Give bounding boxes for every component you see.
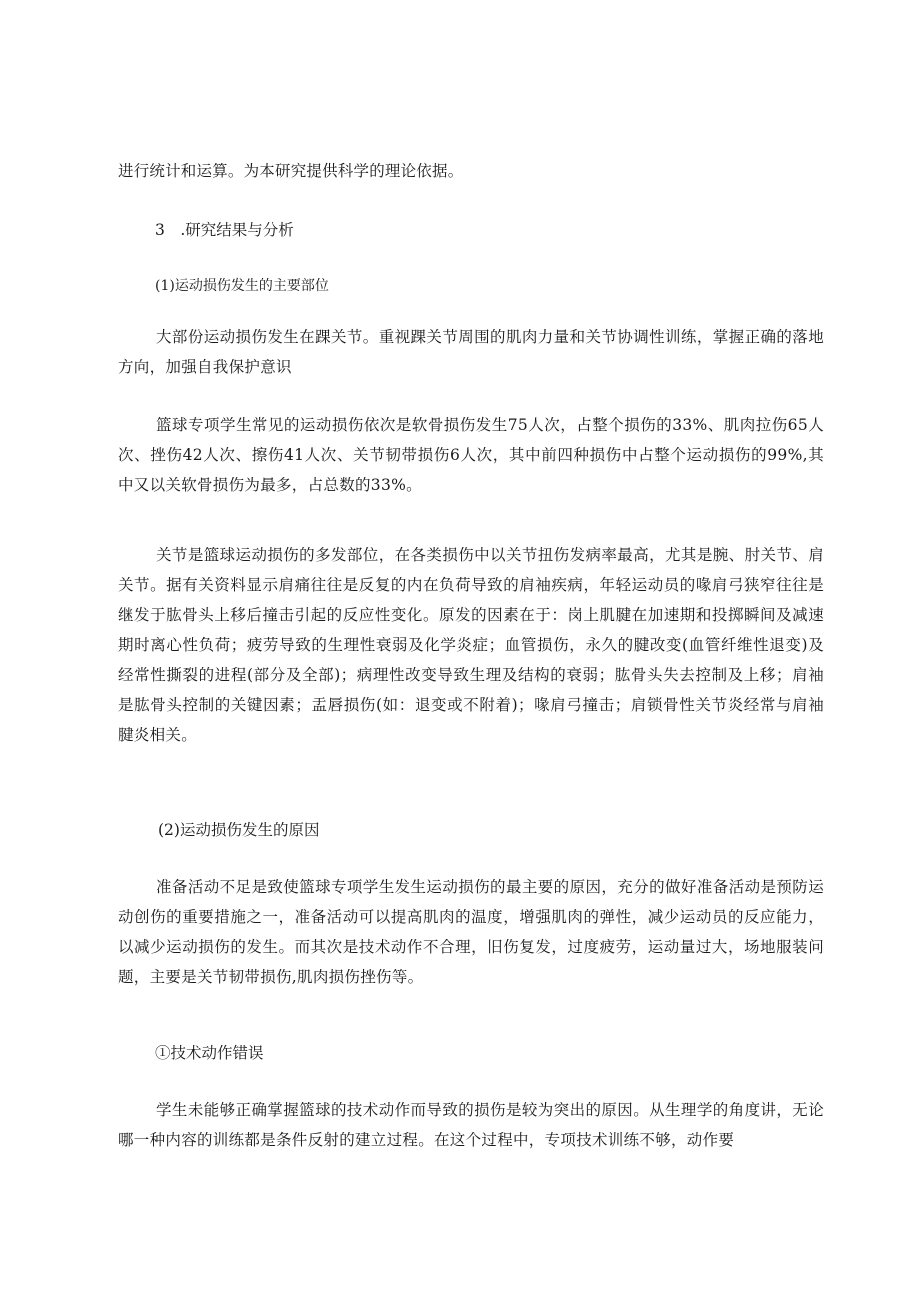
subsection-2-heading: (2)运动损伤发生的原因 [158,821,320,839]
paragraph-injury-causes: 准备活动不足是致使篮球专项学生发生运动损伤的最主要的原因，充分的做好准备活动是预防运动创伤的重要措施之一，准备活动可以提高肌肉的温度，增强肌肉的弹性，减少运动员的反应能力，以减少运动损伤的发生。而其次是技术动作不合理，旧伤复发，过度疲劳，运动量过大，场地服装问题，主要是关节韧带损伤,肌肉损伤挫伤等。 [118,878,824,986]
subsection-1-heading: (1)运动损伤发生的主要部位 [155,278,329,294]
opening-line: 进行统计和运算。为本研究提供科学的理论依据。 [118,162,464,180]
paragraph-joint-injury: 关节是篮球运动损伤的多发部位，在各类损伤中以关节扭伤发病率最高，尤其是腕、肘关节、肩关节。据有关资料显示肩痛往往是反复的内在负荷导致的肩袖疾病，年轻运动员的喙肩弓狭窄往往是继发于肱骨头上移后撞击引起的反应性变化。原发的因素在于：岗上肌腱在加速期和投掷瞬间及减速期时离心性负荷；疲劳导致的生理性衰弱及化学炎症；血管损伤，永久的腱改变(血管纤维性退变)及经常性撕裂的进程(部分及全部)；病理性改变导致生理及结构的衰弱；肱骨头失去控制及上移；肩袖是肱骨头控制的关键因素；盂唇损伤(如：退变或不附着)；喙肩弓撞击；肩锁骨性关节炎经常与肩袖腱炎相关。 [118,546,824,744]
section-3-heading: 3 .研究结果与分析 [155,221,294,239]
subsection-3-heading: ①技术动作错误 [155,1044,264,1062]
paragraph-technique-errors: 学生未能够正确掌握篮球的技术动作而导致的损伤是较为突出的原因。从生理学的角度讲，无论哪一种内容的训练都是条件反射的建立过程。在这个过程中，专项技术训练不够，动作要 [118,1101,824,1149]
paragraph-injury-location: 大部份运动损伤发生在踝关节。重视踝关节周围的肌肉力量和关节协调性训练，掌握正确的落地方向，加强自我保护意识 [118,328,824,376]
paragraph-injury-statistics: 篮球专项学生常见的运动损伤依次是软骨损伤发生75人次，占整个损伤的33%、肌肉拉伤65人次、挫伤42人次、擦伤41人次、关节韧带损伤6人次，其中前四种损伤中占整个运动损伤的99%,其中又以关软骨损伤为最多，占总数的33%。 [118,416,824,494]
